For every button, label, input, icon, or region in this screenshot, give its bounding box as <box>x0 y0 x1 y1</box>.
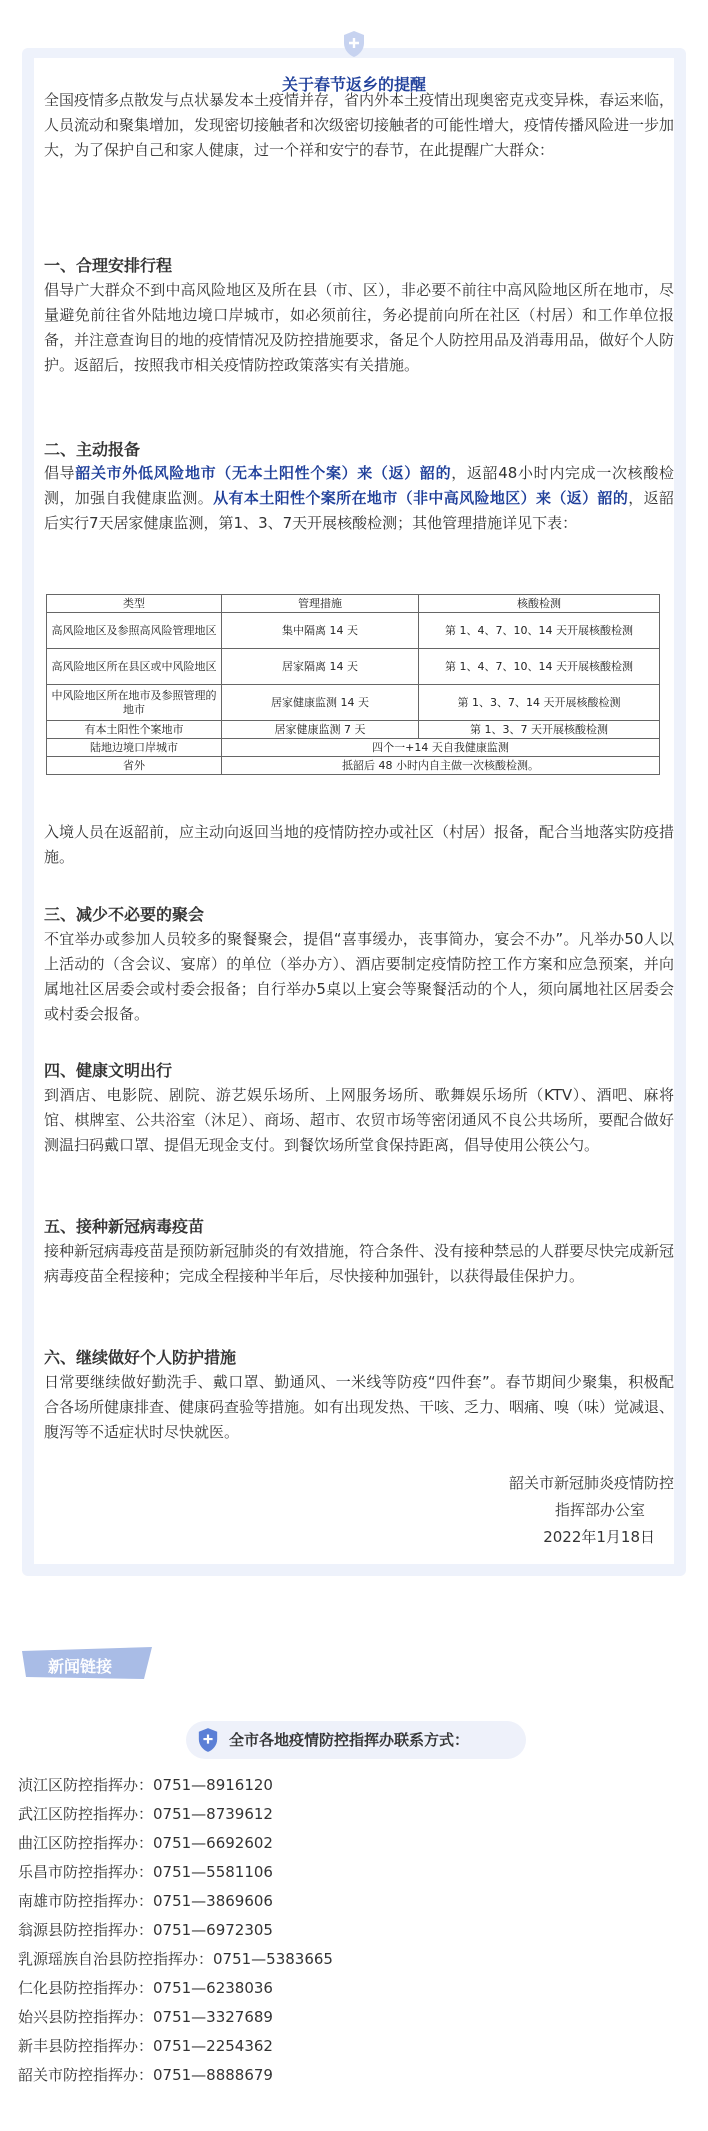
table-cell: 陆地边境口岸城市 <box>47 739 222 757</box>
intro-paragraph: 全国疫情多点散发与点状暴发本土疫情并存，省内外本土疫情出现奥密克戎变异株，春运来临，人员流动和聚集增加，发现密切接触者和次级密切接触者的可能性增大，疫情传播风险进一步加大，为了保护自己和家人健康，过一个祥和安宁的春节，在此提醒广大群众： <box>44 91 675 159</box>
table-cell: 第 1、4、7、10、14 天开展核酸检测 <box>419 613 660 649</box>
table-cell: 第 1、4、7、10、14 天开展核酸检测 <box>419 649 660 685</box>
table-header: 核酸检测 <box>419 595 660 613</box>
shield-plus-icon <box>197 1727 219 1753</box>
table-row <box>47 721 660 739</box>
table-cell: 高风险地区所在县区或中风险地区 <box>47 649 222 685</box>
section-5-text: 接种新冠病毒疫苗是预防新冠肺炎的有效措施，符合条件、没有接种禁忌的人群要尽快完成新冠病毒疫苗全程接种；完成全程接种半年后，尽快接种加强针，以获得最佳保护力。 <box>44 1242 675 1285</box>
table-row <box>47 649 660 685</box>
contact-heading: 全市各地疫情防控指挥办联系方式： <box>229 1731 470 1749</box>
table-row <box>47 685 660 721</box>
table-cell: 集中隔离 14 天 <box>222 613 419 649</box>
list-item: 武江区防控指挥办：0751—8739612 <box>18 1805 273 1823</box>
list-item: 南雄市防控指挥办：0751—3869606 <box>18 1892 273 1910</box>
notice-title: 关于春节返乡的提醒 <box>281 75 426 94</box>
section-2-text <box>44 461 674 536</box>
table-cell: 抵韶后 48 小时内自主做一次核酸检测。 <box>222 757 660 775</box>
table-cell: 高风险地区及参照高风险管理地区 <box>47 613 222 649</box>
list-item: 始兴县防控指挥办：0751—3327689 <box>18 2008 273 2026</box>
table-cell: 中风险地区所在地市及参照管理的地市 <box>47 685 222 721</box>
table-cell: 居家隔离 14 天 <box>222 649 419 685</box>
signature-date: 2022年1月18日 <box>543 1528 655 1546</box>
after-table-text: 入境人员在返韶前，应主动向返回当地的疫情防控办或社区（村居）报备，配合当地落实防疫措施。 <box>44 823 675 866</box>
table-row <box>47 757 660 775</box>
list-item: 仁化县防控指挥办：0751—6238036 <box>18 1979 273 1997</box>
table-cell: 居家健康监测 14 天 <box>222 685 419 721</box>
s2-part-e: ，返韶后实行7天居家健康监测，第1、3、7天开展核酸检测；其他管理措施详见下表： <box>44 489 674 532</box>
list-item: 新丰县防控指挥办：0751—2254362 <box>18 2037 273 2055</box>
list-item: 乳源瑶族自治县防控指挥办：0751—5383665 <box>18 1950 333 1968</box>
table-row <box>47 739 660 757</box>
signature-office: 指挥部办公室 <box>554 1501 645 1519</box>
s2-part-c: ，返韶48小时内完成一次核酸检测，加强自我健康监测。 <box>44 464 674 507</box>
list-item: 乐昌市防控指挥办：0751—5581106 <box>18 1863 273 1881</box>
section-3-title: 三、减少不必要的聚会 <box>44 905 205 924</box>
list-item: 浈江区防控指挥办：0751—8916120 <box>18 1776 273 1794</box>
section-2-title: 二、主动报备 <box>44 440 141 459</box>
s2-highlight-1: 韶关市外低风险地市（无本土阳性个案）来（返）韶的 <box>75 464 452 482</box>
section-1-title: 一、合理安排行程 <box>44 256 173 275</box>
list-item: 韶关市防控指挥办：0751—8888679 <box>18 2066 273 2084</box>
section-1-text: 倡导广大群众不到中高风险地区及所在县（市、区），非必要不前往中高风险地区所在地市，尽量避免前往省外陆地边境口岸城市，如必须前往，务必提前向所在社区（村居）和工作单位报备，并注意查询目的地的疫情情况及防控措施要求，备足个人防控用品及消毒用品，做好个人防护。返韶后，按照我市相关疫情防控政策落实有关措施。 <box>44 281 675 374</box>
table-cell: 有本土阳性个案地市 <box>47 721 222 739</box>
s2-part-a: 倡导 <box>44 464 76 482</box>
table-cell: 第 1、3、7 天开展核酸检测 <box>419 721 660 739</box>
section-6-text: 日常要继续做好勤洗手、戴口罩、勤通风、一米线等防疫“四件套”。春节期间少聚集，积极配合各场所健康排查、健康码查验等措施。如有出现发热、干咳、乏力、咽痛、嗅（味）觉减退、腹泻等不适症状时尽快就医。 <box>44 1373 675 1441</box>
table-header: 管理措施 <box>222 595 419 613</box>
signature-org: 韶关市新冠肺炎疫情防控 <box>508 1474 674 1492</box>
table-cell: 居家健康监测 7 天 <box>222 721 419 739</box>
s2-highlight-2: 从有本土阳性个案所在地市（非中高风险地区）来（返）韶的 <box>213 489 629 507</box>
table-cell: 四个一+14 天自我健康监测 <box>222 739 660 757</box>
table-cell: 省外 <box>47 757 222 775</box>
table-cell: 第 1、3、7、14 天开展核酸检测 <box>419 685 660 721</box>
shield-plus-icon <box>342 30 366 58</box>
list-item: 曲江区防控指挥办：0751—6692602 <box>18 1834 273 1852</box>
list-item: 翁源县防控指挥办：0751—6972305 <box>18 1921 273 1939</box>
contact-list <box>18 1771 333 2090</box>
section-4-title: 四、健康文明出行 <box>44 1061 173 1080</box>
table-header-row <box>47 595 660 613</box>
measures-table <box>46 594 660 775</box>
table-row <box>47 613 660 649</box>
section-6-title: 六、继续做好个人防护措施 <box>44 1348 237 1367</box>
section-4-text: 到酒店、电影院、剧院、游艺娱乐场所、上网服务场所、歌舞娱乐场所（KTV）、酒吧、麻将馆、棋牌室、公共浴室（沐足）、商场、超市、农贸市场等密闭通风不良公共场所，要配合做好测温扫码戴口罩、提倡无现金支付。到餐饮场所堂食保持距离，倡导使用公筷公勺。 <box>44 1086 674 1154</box>
section-5-title: 五、接种新冠病毒疫苗 <box>44 1217 205 1236</box>
news-link-label: 新闻链接 <box>48 1657 113 1676</box>
table-header: 类型 <box>47 595 222 613</box>
section-3-text: 不宜举办或参加人员较多的聚餐聚会，提倡“喜事缓办，丧事简办，宴会不办”。凡举办50人以上活动的（含会议、宴席）的单位（举办方）、酒店要制定疫情防控工作方案和应急预案，并向属地社区居委会或村委会报备；自行举办5桌以上宴会等聚餐活动的个人，须向属地社区居委会或村委会报备。 <box>44 930 674 1023</box>
